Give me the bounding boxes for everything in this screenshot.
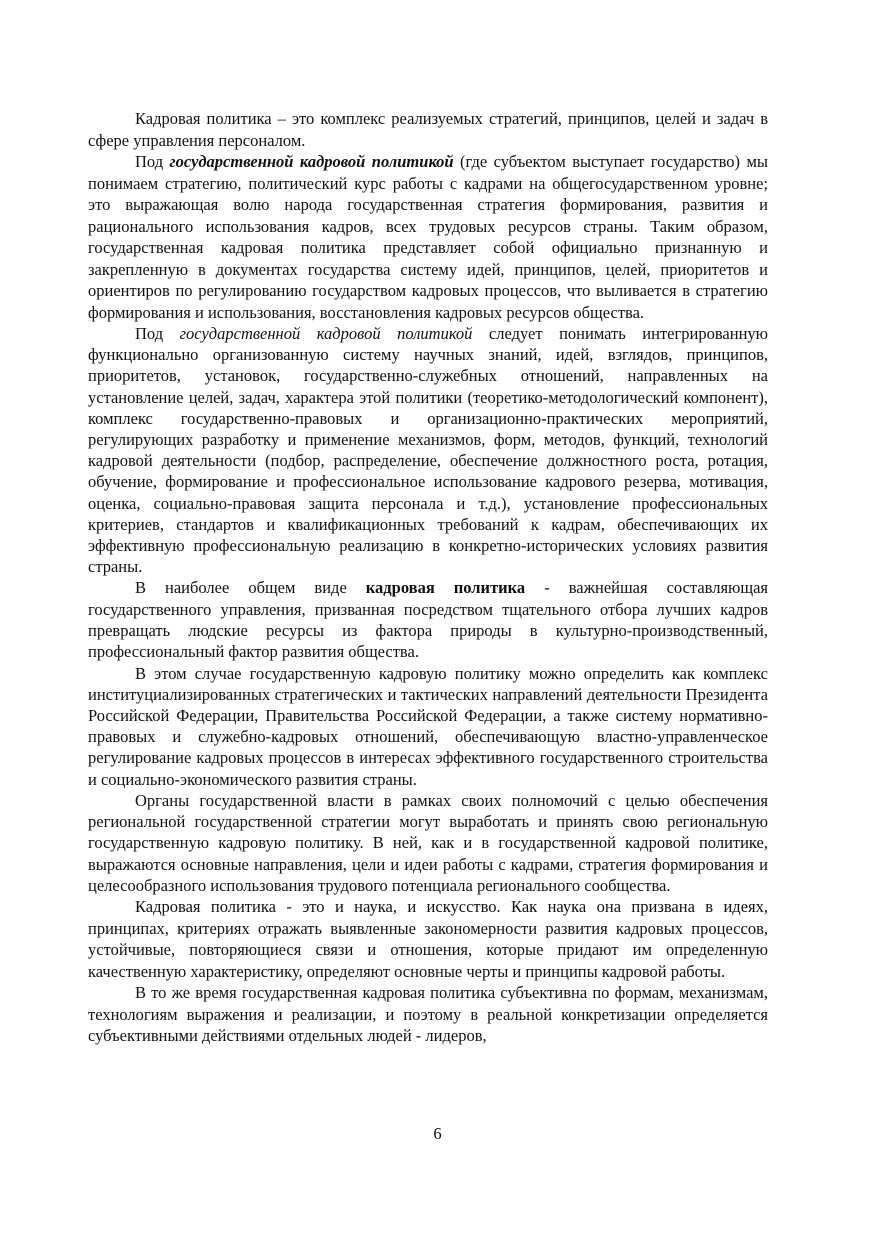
paragraph-subjective [88,982,768,1047]
paragraph-state-policy [88,151,768,323]
paragraph-lead: Под [135,152,170,171]
paragraph-text: Органы государственной власти в рамках своих полномочий с целью обеспечения региональной государственной стратегии могут выработать и принять свою региональную государственную кадровую политику. В ней, как и в государственной кадровой политике, выражаются основные направления, цели и идеи работы с кадрами, стратегия формирования и целесообразного использования трудового потенциала регионального сообщества. [88,790,768,896]
paragraph-text: В то же время государственная кадровая политика субъективна по формам, механизмам, технологиям выражения и реализации, и поэтому в реальной конкретизации определяется субъективными действиями отдельных людей - лидеров, [88,983,768,1046]
page-number: 6 [433,1124,442,1143]
paragraph-definition [88,108,768,151]
emphasized-term: государственной кадровой политикой [169,152,454,171]
paragraph-text: Кадровая политика – это комплекс реализуемых стратегий, принципов, целей и задач в сфере управления персоналом. [88,109,768,150]
emphasized-term: государственной кадровой политикой [179,324,473,343]
paragraph-complex-definition [88,663,768,790]
paragraph-lead: Под [135,324,180,343]
body-text [88,108,768,1047]
paragraph-lead: В наиболее общем виде [135,578,366,598]
paragraph-text: - важнейшая составляющая государственного управления, призванная посредством тщательного отбора лучших кадров превращать людские ресурсы из фактора природы в культурно-производственный, профессиональный фактор развития общества. [88,578,768,662]
paragraph-general-view [88,577,768,662]
emphasized-term: кадровая политика [365,578,526,598]
paragraph-text: Кадровая политика - это и наука, и искусство. Как наука она призвана в идеях, принципах, критериях отражать выявленные закономерности развития кадровых процессов, устойчивые, повторяющиеся связи и отношения, которые придают им определенную качественную характеристику, определяют основные черты и принципы кадровой работы. [88,897,768,981]
paragraph-integrated-system [88,323,768,577]
paragraph-text: (где субъектом выступает государство) мы понимаем стратегию, политический курс работы с кадрами на общегосударственном уровне; это выражающая волю народа государственная стратегия формирования, развития и рационального использования кадров, всех трудовых ресурсов страны. Таким образом, государственная кадровая политика представляет собой официально признанную и закрепленную в документах государства систему идей, принципов, целей, приоритетов и ориентиров по регулированию государством кадровых процессов, что выливается в стратегию формирования и использования, восстановления кадровых ресурсов общества. [88,152,768,322]
paragraph-science-art [88,896,768,982]
paragraph-text: следует понимать интегрированную функционально организованную систему научных знаний, идей, взглядов, принципов, приоритетов, установок, государственно-служебных отношений, направленных на установление целей, задач, характера этой политики (теоретико-методологический компонент), комплекс государственно-правовых и организационно-практических мероприятий, регулирующих разработку и применение механизмов, форм, методов, функций, технологий кадровой деятельности (подбор, распределение, обеспечение должностного роста, ротация, обучение, формирование и профессиональное использование кадрового резерва, мотивация, оценка, социально-правовая защита персонала и т.д.), установление профессиональных критериев, стандартов и квалификационных требований к кадрам, обеспечивающих их эффективную профессиональную реализацию в конкретно-исторических условиях развития страны. [88,324,768,577]
paragraph-regional-policy [88,790,768,896]
paragraph-text: В этом случае государственную кадровую политику можно определить как комплекс институциализированных стратегических и тактических направлений деятельности Президента Российской Федерации, Правительства Российской Федерации, а также систему нормативно-правовых и служебно-кадровых отношений, обеспечивающую властно-управленческое регулирование кадровых процессов в интересах эффективного государственного строительства и социально-экономического развития страны. [88,663,768,789]
